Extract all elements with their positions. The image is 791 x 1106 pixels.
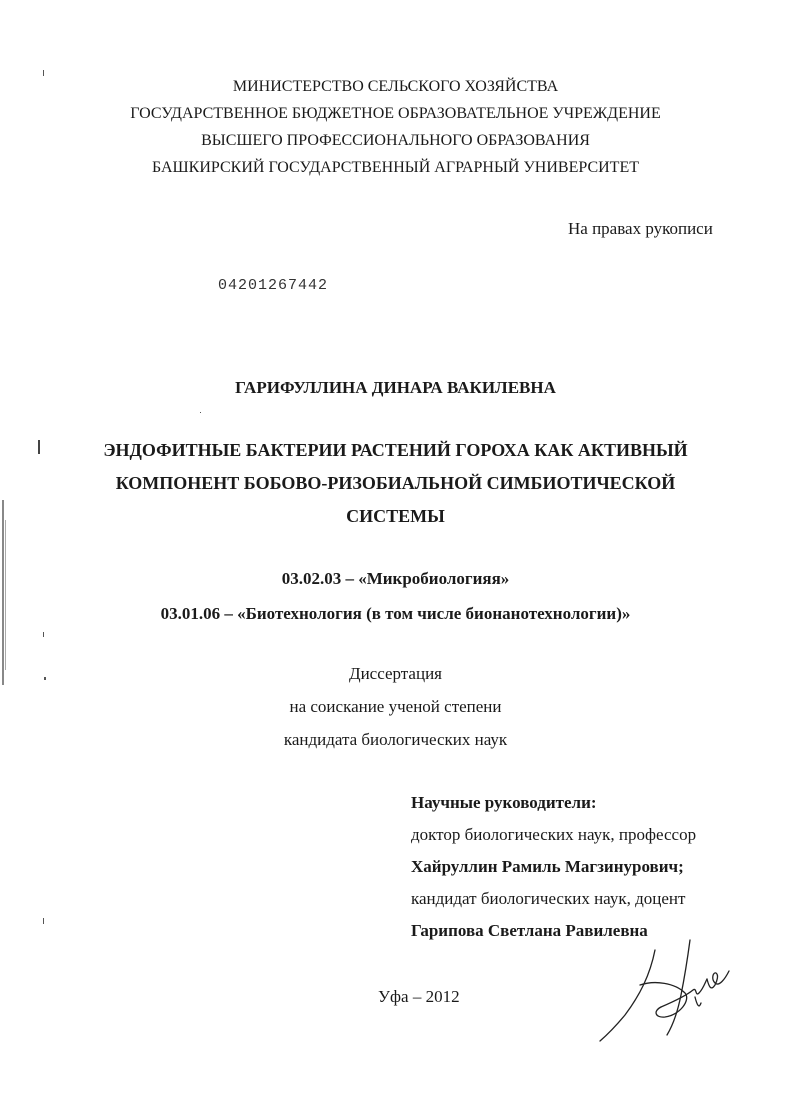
ministry-line-3: ВЫСШЕГО ПРОФЕССИОНАЛЬНОГО ОБРАЗОВАНИЯ [201, 132, 590, 149]
thesis-title-line-3: СИСТЕМЫ [346, 506, 445, 526]
scan-artifact [43, 70, 44, 76]
thesis-degree: кандидата биологических наук [283, 730, 508, 749]
thesis-title-line-1: ЭНДОФИТНЫЕ БАКТЕРИИ РАСТЕНИЙ ГОРОХА КАК АКТИВНЫЙ [103, 440, 688, 460]
city-year: Уфа – 2012 [378, 987, 460, 1006]
supervisor-2-name: Гарипова Светлана Равилевна [411, 921, 648, 940]
ministry-line-1: МИНИСТЕРСТВО СЕЛЬСКОГО ХОЗЯЙСТВА [232, 78, 559, 95]
handwritten-signature [595, 935, 735, 1045]
supervisor-2-degree: кандидат биологических наук, доцент [411, 889, 686, 908]
author-name: ГАРИФУЛЛИНА ДИНАРА ВАКИЛЕВНА [235, 378, 556, 397]
specialty-1: 03.02.03 – «Микробиологияя» [281, 569, 510, 588]
thesis-title-line-2: КОМПОНЕНТ БОБОВО-РИЗОБИАЛЬНОЙ СИМБИОТИЧЕСКОЙ [115, 473, 676, 493]
scan-artifact [2, 500, 4, 685]
scan-artifact [43, 918, 44, 924]
specialty-2: 03.01.06 – «Биотехнология (в том числе бионанотехнологии)» [160, 604, 631, 623]
thesis-type: Диссертация [348, 664, 442, 683]
ministry-line-2: ГОСУДАРСТВЕННОЕ БЮДЖЕТНОЕ ОБРАЗОВАТЕЛЬНОЕ УЧРЕЖДЕНИЕ [130, 105, 661, 122]
ministry-line-4: БАШКИРСКИЙ ГОСУДАРСТВЕННЫЙ АГРАРНЫЙ УНИВЕРСИТЕТ [152, 159, 639, 176]
thesis-purpose: на соискание ученой степени [289, 697, 502, 716]
supervisors-heading: Научные руководители: [411, 793, 597, 812]
scan-artifact [43, 632, 44, 637]
supervisor-1-name: Хайруллин Рамиль Магзинурович; [411, 857, 684, 876]
scan-artifact [5, 520, 6, 670]
registration-number: 04201267442 [218, 277, 329, 294]
supervisor-1-degree: доктор биологических наук, профессор [411, 825, 697, 844]
scan-artifact [200, 412, 201, 413]
manuscript-rights-note: На правах рукописи [568, 219, 713, 238]
